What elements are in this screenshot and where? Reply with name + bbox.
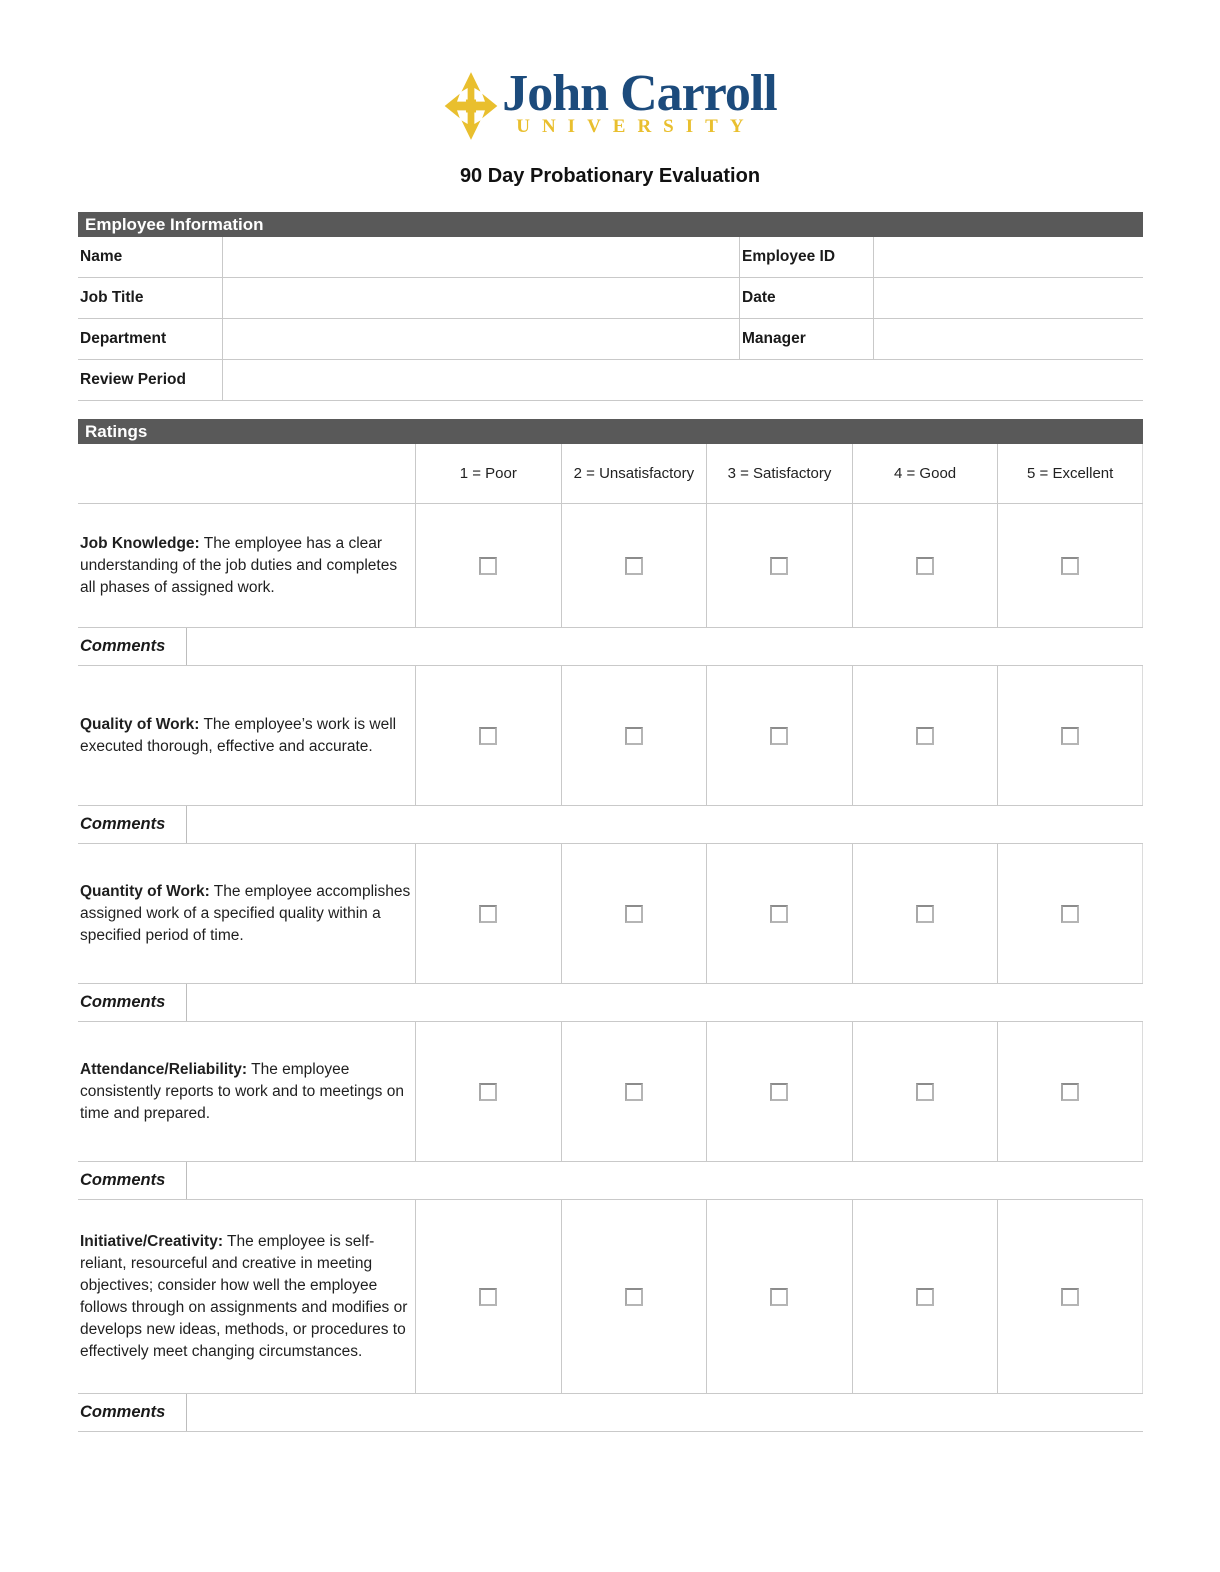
- form-body: [78, 212, 1143, 1432]
- comments-row-initiative-creativity: [78, 1394, 1143, 1432]
- checkbox-quality-of-work-satisfactory[interactable]: [770, 727, 788, 745]
- name-field[interactable]: [222, 237, 740, 277]
- rating-cell: [997, 844, 1143, 983]
- rating-cell: [706, 1200, 852, 1393]
- comments-field-attendance-reliability[interactable]: [187, 1162, 1143, 1199]
- rating-row-quantity-of-work: [78, 844, 1143, 984]
- rating-description: Quantity of Work: The employee accomplishes assigned work of a specified quality within a specified period of time.: [80, 882, 411, 944]
- checkbox-attendance-reliability-unsatisfactory[interactable]: [625, 1083, 643, 1101]
- logo-university-text: UNIVERSITY: [516, 116, 756, 137]
- rating-description: Quality of Work: The employee’s work is well executed thorough, effective and accurate.: [80, 715, 397, 755]
- checkbox-job-knowledge-excellent[interactable]: [1061, 557, 1079, 575]
- ratings-section-header: Ratings: [78, 419, 1143, 444]
- page-title: 90 Day Probationary Evaluation: [459, 165, 761, 187]
- rating-row-quality-of-work: [78, 666, 1143, 806]
- rating-description: Initiative/Creativity: The employee is self-reliant, resourceful and creative in meeting objectives; consider how well the employee follows through on assignments and modifies or develops new ideas, methods, or procedures to effectively meet changing circumstances.: [80, 1232, 408, 1360]
- comments-label: Comments: [78, 1162, 187, 1199]
- employee-id-label: Employee ID: [742, 248, 836, 265]
- rating-cell: [997, 1022, 1143, 1161]
- rating-cell: [561, 666, 707, 805]
- rating-cell: [415, 844, 561, 983]
- logo-wordmark: John Carroll: [502, 65, 777, 122]
- checkbox-initiative-creativity-unsatisfactory[interactable]: [625, 1288, 643, 1306]
- checkbox-attendance-reliability-satisfactory[interactable]: [770, 1083, 788, 1101]
- info-row-job-title: [78, 278, 1143, 319]
- comments-field-job-knowledge[interactable]: [187, 628, 1143, 665]
- scale-label-good: 4 = Good: [852, 444, 998, 503]
- scale-label-poor: 1 = Poor: [415, 444, 561, 503]
- comments-row-attendance-reliability: [78, 1162, 1143, 1200]
- info-row-review-period: [78, 360, 1143, 401]
- checkbox-initiative-creativity-excellent[interactable]: [1061, 1288, 1079, 1306]
- date-label: Date: [742, 289, 776, 306]
- comments-row-job-knowledge: [78, 628, 1143, 666]
- checkbox-quality-of-work-unsatisfactory[interactable]: [625, 727, 643, 745]
- rating-cell: [997, 1200, 1143, 1393]
- checkbox-quality-of-work-good[interactable]: [916, 727, 934, 745]
- checkbox-initiative-creativity-poor[interactable]: [479, 1288, 497, 1306]
- rating-cell: [997, 666, 1143, 805]
- comments-row-quantity-of-work: [78, 984, 1143, 1022]
- checkbox-quality-of-work-poor[interactable]: [479, 727, 497, 745]
- scale-spacer-cell: [78, 444, 415, 503]
- rating-cell: [415, 666, 561, 805]
- rating-cell: [415, 1022, 561, 1161]
- checkbox-quantity-of-work-unsatisfactory[interactable]: [625, 905, 643, 923]
- comments-field-quantity-of-work[interactable]: [187, 984, 1143, 1021]
- rating-row-attendance-reliability: [78, 1022, 1143, 1162]
- rating-cell: [852, 666, 998, 805]
- review-period-field[interactable]: [222, 360, 1143, 400]
- checkbox-attendance-reliability-good[interactable]: [916, 1083, 934, 1101]
- rating-cell: [706, 666, 852, 805]
- scale-label-unsatisfactory: 2 = Unsatisfactory: [561, 444, 707, 503]
- checkbox-quality-of-work-excellent[interactable]: [1061, 727, 1079, 745]
- rating-cell: [997, 504, 1143, 627]
- manager-label: Manager: [742, 330, 806, 347]
- rating-cell: [852, 504, 998, 627]
- comments-row-quality-of-work: [78, 806, 1143, 844]
- rating-cell: [561, 844, 707, 983]
- comments-label: Comments: [78, 628, 187, 665]
- rating-cell: [561, 1200, 707, 1393]
- employee-info-section-header: Employee Information: [78, 212, 1143, 237]
- rating-cell: [561, 504, 707, 627]
- comments-label: Comments: [78, 1394, 187, 1431]
- review-period-label: Review Period: [80, 371, 186, 388]
- rating-cell: [561, 1022, 707, 1161]
- rating-cell: [852, 1022, 998, 1161]
- rating-cell: [852, 1200, 998, 1393]
- checkbox-job-knowledge-good[interactable]: [916, 557, 934, 575]
- checkbox-attendance-reliability-excellent[interactable]: [1061, 1083, 1079, 1101]
- rating-row-initiative-creativity: [78, 1200, 1143, 1394]
- rating-cell: [415, 504, 561, 627]
- university-logo: [0, 0, 1220, 147]
- rating-cell: [852, 844, 998, 983]
- rating-description: Attendance/Reliability: The employee consistently reports to work and to meetings on time and prepared.: [80, 1060, 404, 1122]
- comments-label: Comments: [78, 984, 187, 1021]
- checkbox-job-knowledge-satisfactory[interactable]: [770, 557, 788, 575]
- rating-description: Job Knowledge: The employee has a clear understanding of the job duties and completes all phases of assigned work.: [80, 534, 398, 596]
- comments-field-quality-of-work[interactable]: [187, 806, 1143, 843]
- comments-field-initiative-creativity[interactable]: [187, 1394, 1143, 1431]
- checkbox-quantity-of-work-excellent[interactable]: [1061, 905, 1079, 923]
- checkbox-attendance-reliability-poor[interactable]: [479, 1083, 497, 1101]
- checkbox-quantity-of-work-good[interactable]: [916, 905, 934, 923]
- scale-label-excellent: 5 = Excellent: [997, 444, 1143, 503]
- rating-cell: [706, 504, 852, 627]
- info-row-department: [78, 319, 1143, 360]
- rating-cell: [706, 1022, 852, 1161]
- info-row-name: [78, 237, 1143, 278]
- checkbox-quantity-of-work-satisfactory[interactable]: [770, 905, 788, 923]
- name-label: Name: [80, 248, 123, 265]
- job-title-field[interactable]: [222, 278, 740, 318]
- rating-scale-header-row: [78, 444, 1143, 504]
- manager-field[interactable]: [873, 319, 1143, 359]
- employee-id-field[interactable]: [873, 237, 1143, 277]
- checkbox-initiative-creativity-satisfactory[interactable]: [770, 1288, 788, 1306]
- scale-label-satisfactory: 3 = Satisfactory: [706, 444, 852, 503]
- rating-row-job-knowledge: [78, 504, 1143, 628]
- checkbox-job-knowledge-poor[interactable]: [479, 557, 497, 575]
- checkbox-job-knowledge-unsatisfactory[interactable]: [625, 557, 643, 575]
- date-field[interactable]: [873, 278, 1143, 318]
- rating-cell: [706, 844, 852, 983]
- rating-cell: [415, 1200, 561, 1393]
- comments-label: Comments: [78, 806, 187, 843]
- checkbox-quantity-of-work-poor[interactable]: [479, 905, 497, 923]
- cross-icon: [443, 70, 499, 147]
- job-title-label: Job Title: [80, 289, 144, 306]
- department-field[interactable]: [222, 319, 740, 359]
- checkbox-initiative-creativity-good[interactable]: [916, 1288, 934, 1306]
- department-label: Department: [80, 330, 167, 347]
